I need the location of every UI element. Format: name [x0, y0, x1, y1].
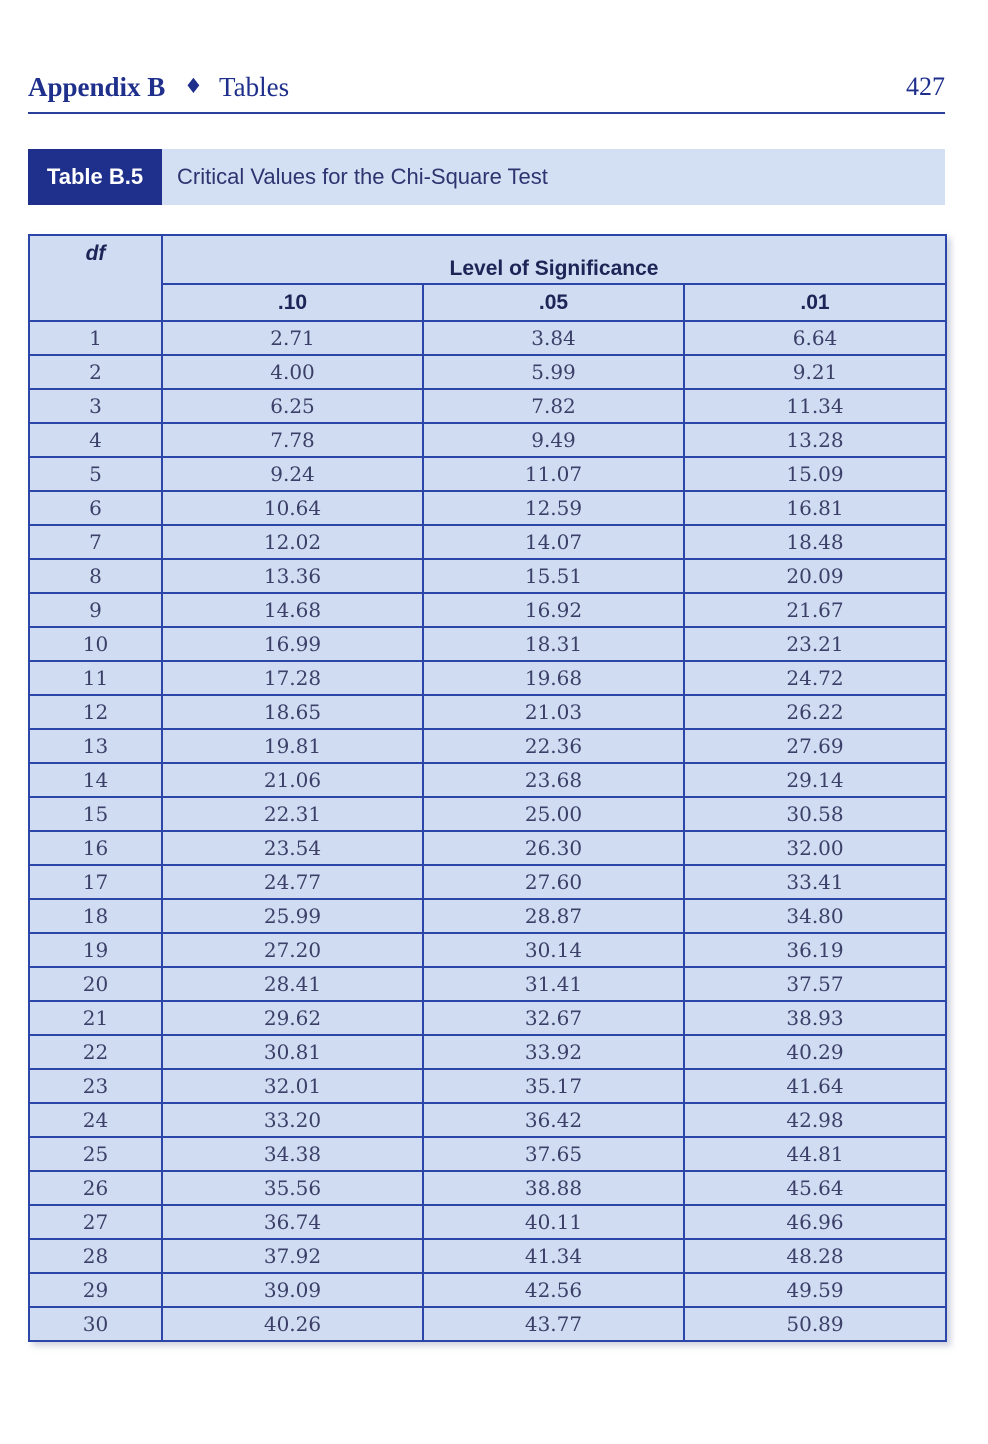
- critical-value-cell: 7.82: [423, 389, 684, 423]
- critical-value-cell: 34.80: [684, 899, 946, 933]
- significance-header: Level of Significance: [162, 235, 946, 284]
- critical-value-cell: 32.67: [423, 1001, 684, 1035]
- df-cell: 8: [29, 559, 162, 593]
- critical-value-cell: 49.59: [684, 1273, 946, 1307]
- critical-value-cell: 18.48: [684, 525, 946, 559]
- critical-value-cell: 48.28: [684, 1239, 946, 1273]
- critical-value-cell: 19.68: [423, 661, 684, 695]
- critical-value-cell: 21.06: [162, 763, 423, 797]
- appendix-title: Appendix B: [28, 72, 166, 102]
- critical-value-cell: 41.34: [423, 1239, 684, 1273]
- critical-value-cell: 23.54: [162, 831, 423, 865]
- df-cell: 29: [29, 1273, 162, 1307]
- df-cell: 2: [29, 355, 162, 389]
- table-row: [29, 661, 946, 695]
- df-cell: 5: [29, 457, 162, 491]
- critical-value-cell: 28.41: [162, 967, 423, 1001]
- section-title: Tables: [219, 72, 290, 102]
- df-cell: 17: [29, 865, 162, 899]
- critical-value-cell: 16.92: [423, 593, 684, 627]
- critical-value-cell: 24.72: [684, 661, 946, 695]
- table-row: [29, 593, 946, 627]
- column-header: .10: [162, 284, 423, 321]
- df-cell: 28: [29, 1239, 162, 1273]
- critical-value-cell: 29.62: [162, 1001, 423, 1035]
- critical-value-cell: 38.88: [423, 1171, 684, 1205]
- df-cell: 24: [29, 1103, 162, 1137]
- critical-value-cell: 35.17: [423, 1069, 684, 1103]
- table-row: [29, 1307, 946, 1341]
- chi-square-table: [28, 234, 947, 1342]
- df-cell: 11: [29, 661, 162, 695]
- table-row: [29, 1103, 946, 1137]
- critical-value-cell: 17.28: [162, 661, 423, 695]
- critical-value-cell: 37.92: [162, 1239, 423, 1273]
- critical-value-cell: 12.02: [162, 525, 423, 559]
- table-row: [29, 1171, 946, 1205]
- critical-value-cell: 40.29: [684, 1035, 946, 1069]
- critical-value-cell: 36.74: [162, 1205, 423, 1239]
- df-cell: 16: [29, 831, 162, 865]
- critical-value-cell: 26.30: [423, 831, 684, 865]
- table-row: [29, 933, 946, 967]
- critical-value-cell: 44.81: [684, 1137, 946, 1171]
- critical-value-cell: 12.59: [423, 491, 684, 525]
- critical-value-cell: 13.36: [162, 559, 423, 593]
- df-cell: 14: [29, 763, 162, 797]
- critical-value-cell: 29.14: [684, 763, 946, 797]
- table-row: [29, 457, 946, 491]
- table-body: [29, 321, 946, 1341]
- critical-value-cell: 3.84: [423, 321, 684, 355]
- column-header: .05: [423, 284, 684, 321]
- critical-value-cell: 22.36: [423, 729, 684, 763]
- df-cell: 23: [29, 1069, 162, 1103]
- table-caption: [28, 149, 945, 205]
- table-row: [29, 1069, 946, 1103]
- critical-value-cell: 30.81: [162, 1035, 423, 1069]
- critical-value-cell: 27.20: [162, 933, 423, 967]
- table-row: [29, 763, 946, 797]
- critical-value-cell: 20.09: [684, 559, 946, 593]
- critical-value-cell: 39.09: [162, 1273, 423, 1307]
- critical-value-cell: 9.21: [684, 355, 946, 389]
- critical-value-cell: 4.00: [162, 355, 423, 389]
- critical-value-cell: 9.24: [162, 457, 423, 491]
- df-cell: 22: [29, 1035, 162, 1069]
- table-title: Critical Values for the Chi-Square Test: [177, 164, 548, 189]
- critical-value-cell: 15.51: [423, 559, 684, 593]
- critical-value-cell: 9.49: [423, 423, 684, 457]
- table-row: [29, 1273, 946, 1307]
- table-row: [29, 355, 946, 389]
- table-row: [29, 321, 946, 355]
- critical-value-cell: 10.64: [162, 491, 423, 525]
- critical-value-cell: 25.00: [423, 797, 684, 831]
- critical-value-cell: 40.11: [423, 1205, 684, 1239]
- column-header: .01: [684, 284, 946, 321]
- df-cell: 27: [29, 1205, 162, 1239]
- critical-value-cell: 41.64: [684, 1069, 946, 1103]
- critical-value-cell: 5.99: [423, 355, 684, 389]
- critical-value-cell: 14.68: [162, 593, 423, 627]
- df-cell: 15: [29, 797, 162, 831]
- df-header: df: [29, 235, 162, 321]
- table-row: [29, 865, 946, 899]
- table-row: [29, 831, 946, 865]
- critical-value-cell: 36.42: [423, 1103, 684, 1137]
- table-row: [29, 1001, 946, 1035]
- critical-value-cell: 45.64: [684, 1171, 946, 1205]
- critical-value-cell: 46.96: [684, 1205, 946, 1239]
- critical-value-cell: 14.07: [423, 525, 684, 559]
- df-cell: 12: [29, 695, 162, 729]
- critical-value-cell: 18.65: [162, 695, 423, 729]
- critical-value-cell: 24.77: [162, 865, 423, 899]
- critical-value-cell: 40.26: [162, 1307, 423, 1341]
- critical-value-cell: 15.09: [684, 457, 946, 491]
- critical-value-cell: 21.03: [423, 695, 684, 729]
- critical-value-cell: 26.22: [684, 695, 946, 729]
- critical-value-cell: 42.98: [684, 1103, 946, 1137]
- df-cell: 4: [29, 423, 162, 457]
- critical-value-cell: 13.28: [684, 423, 946, 457]
- table-row: [29, 525, 946, 559]
- critical-value-cell: 43.77: [423, 1307, 684, 1341]
- critical-value-cell: 32.01: [162, 1069, 423, 1103]
- critical-value-cell: 33.20: [162, 1103, 423, 1137]
- df-cell: 7: [29, 525, 162, 559]
- table-row: [29, 389, 946, 423]
- critical-value-cell: 28.87: [423, 899, 684, 933]
- df-cell: 30: [29, 1307, 162, 1341]
- critical-value-cell: 38.93: [684, 1001, 946, 1035]
- df-cell: 3: [29, 389, 162, 423]
- critical-value-cell: 30.14: [423, 933, 684, 967]
- critical-value-cell: 36.19: [684, 933, 946, 967]
- running-head: [28, 70, 945, 114]
- table-row: [29, 423, 946, 457]
- critical-value-cell: 23.21: [684, 627, 946, 661]
- critical-value-cell: 6.64: [684, 321, 946, 355]
- critical-value-cell: 50.89: [684, 1307, 946, 1341]
- critical-value-cell: 23.68: [423, 763, 684, 797]
- table-row: [29, 559, 946, 593]
- table-row: [29, 491, 946, 525]
- critical-value-cell: 31.41: [423, 967, 684, 1001]
- table-row: [29, 729, 946, 763]
- df-cell: 26: [29, 1171, 162, 1205]
- df-cell: 18: [29, 899, 162, 933]
- df-cell: 6: [29, 491, 162, 525]
- df-cell: 10: [29, 627, 162, 661]
- page-number: 427: [906, 72, 945, 101]
- critical-value-cell: 35.56: [162, 1171, 423, 1205]
- critical-value-cell: 25.99: [162, 899, 423, 933]
- table-row: [29, 899, 946, 933]
- table-row: [29, 695, 946, 729]
- critical-value-cell: 22.31: [162, 797, 423, 831]
- diamond-separator-icon: ♦: [184, 74, 203, 98]
- df-cell: 25: [29, 1137, 162, 1171]
- critical-value-cell: 21.67: [684, 593, 946, 627]
- table-row: [29, 1239, 946, 1273]
- df-cell: 1: [29, 321, 162, 355]
- df-cell: 13: [29, 729, 162, 763]
- critical-value-cell: 32.00: [684, 831, 946, 865]
- critical-value-cell: 11.07: [423, 457, 684, 491]
- table-row: [29, 1137, 946, 1171]
- df-cell: 9: [29, 593, 162, 627]
- critical-value-cell: 30.58: [684, 797, 946, 831]
- critical-value-cell: 27.60: [423, 865, 684, 899]
- critical-value-cell: 2.71: [162, 321, 423, 355]
- table-row: [29, 797, 946, 831]
- critical-value-cell: 11.34: [684, 389, 946, 423]
- table-row: [29, 1035, 946, 1069]
- critical-value-cell: 19.81: [162, 729, 423, 763]
- df-cell: 19: [29, 933, 162, 967]
- critical-value-cell: 16.81: [684, 491, 946, 525]
- table-row: [29, 967, 946, 1001]
- df-cell: 20: [29, 967, 162, 1001]
- df-cell: 21: [29, 1001, 162, 1035]
- critical-value-cell: 27.69: [684, 729, 946, 763]
- critical-value-cell: 7.78: [162, 423, 423, 457]
- critical-value-cell: 37.57: [684, 967, 946, 1001]
- critical-value-cell: 33.41: [684, 865, 946, 899]
- critical-value-cell: 42.56: [423, 1273, 684, 1307]
- table-label: Table B.5: [28, 149, 162, 205]
- table-row: [29, 627, 946, 661]
- critical-value-cell: 34.38: [162, 1137, 423, 1171]
- critical-value-cell: 16.99: [162, 627, 423, 661]
- critical-value-cell: 6.25: [162, 389, 423, 423]
- table-row: [29, 1205, 946, 1239]
- critical-value-cell: 33.92: [423, 1035, 684, 1069]
- critical-value-cell: 37.65: [423, 1137, 684, 1171]
- critical-value-cell: 18.31: [423, 627, 684, 661]
